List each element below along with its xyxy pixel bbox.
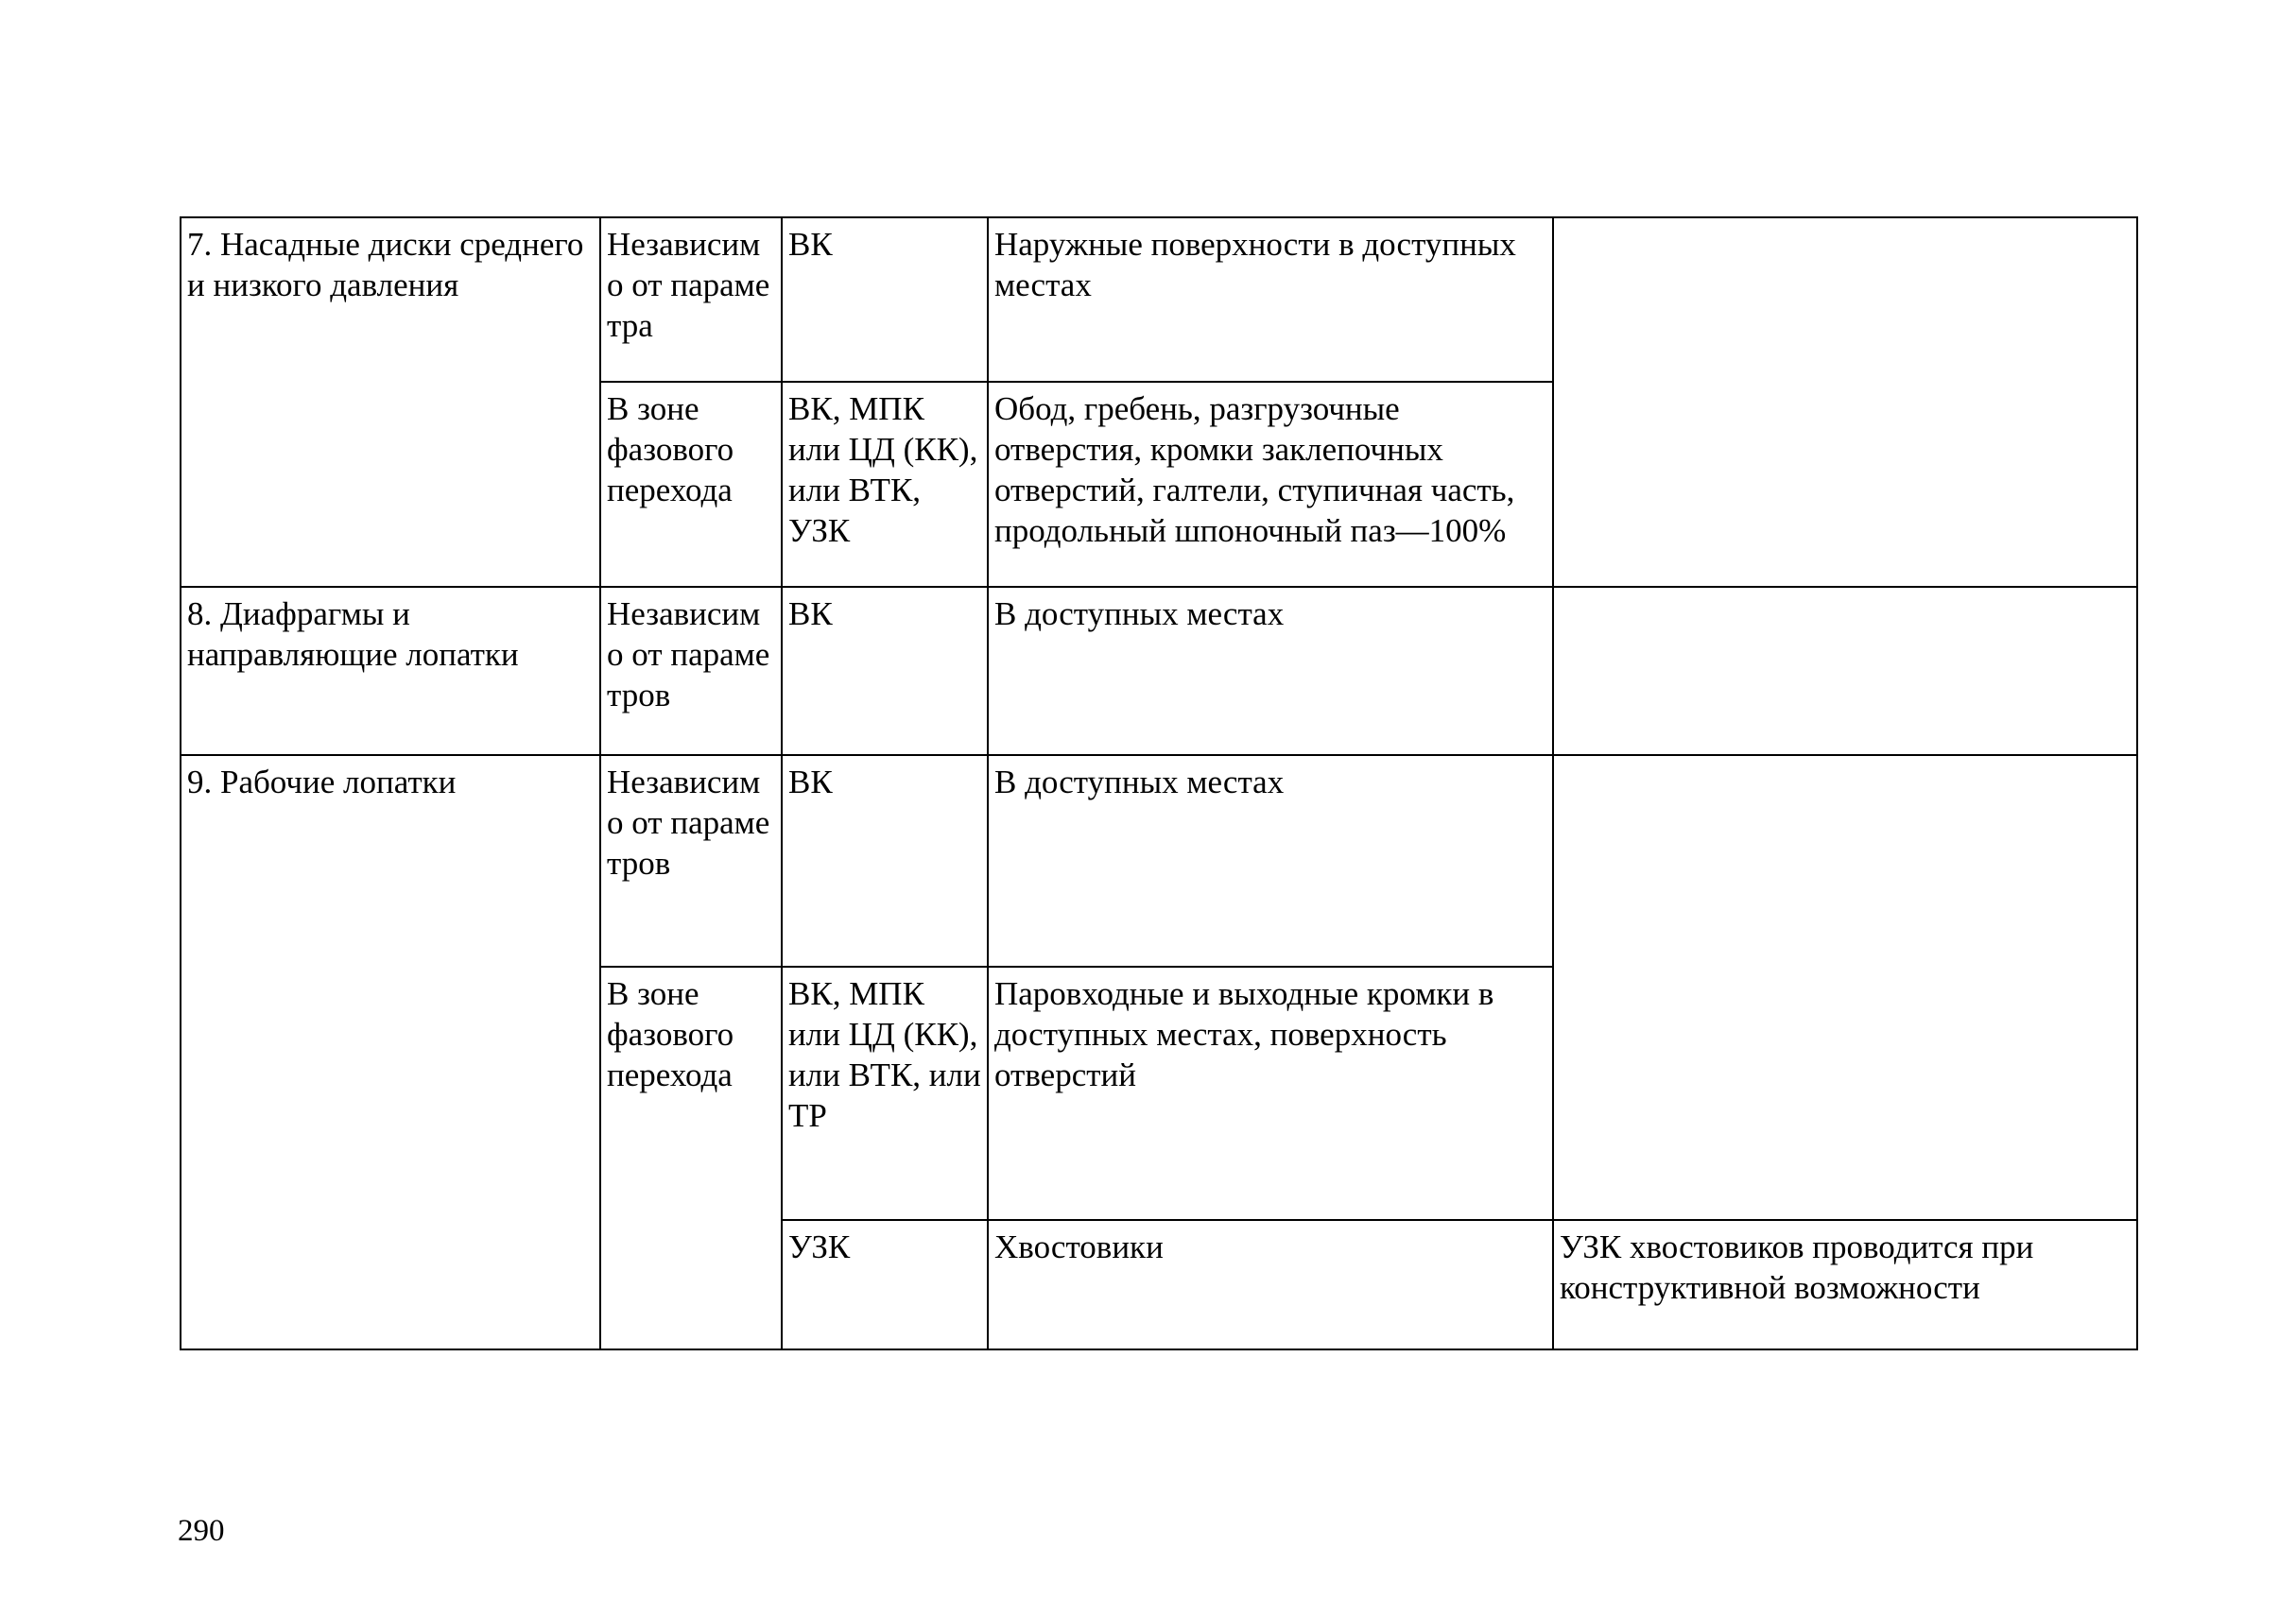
method-cell: ВК <box>782 587 988 755</box>
note-cell <box>1553 755 2137 1220</box>
area-cell: В доступных местах <box>988 755 1553 967</box>
zone-cell: В зоне фазового перехода <box>600 967 782 1349</box>
page-number: 290 <box>178 1514 225 1548</box>
note-cell <box>1553 587 2137 755</box>
zone-cell: Независимо от параметра <box>600 217 782 382</box>
method-cell: ВК <box>782 755 988 967</box>
zone-cell: Независимо от параметров <box>600 587 782 755</box>
zone-cell: В зоне фазового перехода <box>600 382 782 587</box>
zone-cell: Независимо от параметров <box>600 755 782 967</box>
note-cell <box>1553 217 2137 587</box>
area-cell: Хвостовики <box>988 1220 1553 1349</box>
item-cell: 9. Рабочие лопатки <box>181 755 600 1349</box>
method-cell: УЗК <box>782 1220 988 1349</box>
method-cell: ВК, МПК или ЦД (КК), или ВТК, или ТР <box>782 967 988 1220</box>
area-cell: Наружные поверхности в доступных местах <box>988 217 1553 382</box>
inspection-table <box>180 216 2138 1350</box>
method-cell: ВК <box>782 217 988 382</box>
note-cell: УЗК хвостовиков проводится при конструктивной возможности <box>1553 1220 2137 1349</box>
table-row <box>181 217 2137 382</box>
table-row <box>181 587 2137 755</box>
area-cell: Паровходные и выходные кромки в доступных местах, поверхность отверстий <box>988 967 1553 1220</box>
area-cell: В доступных местах <box>988 587 1553 755</box>
table-row <box>181 755 2137 967</box>
item-cell: 8. Диафрагмы и направляющие лопатки <box>181 587 600 755</box>
area-cell: Обод, гребень, разгрузочные отверстия, кромки заклепочных отверстий, галтели, ступичная часть, продольный шпоночный паз—100% <box>988 382 1553 587</box>
method-cell: ВК, МПК или ЦД (КК), или ВТК, УЗК <box>782 382 988 587</box>
item-cell: 7. Насадные диски среднего и низкого давления <box>181 217 600 587</box>
